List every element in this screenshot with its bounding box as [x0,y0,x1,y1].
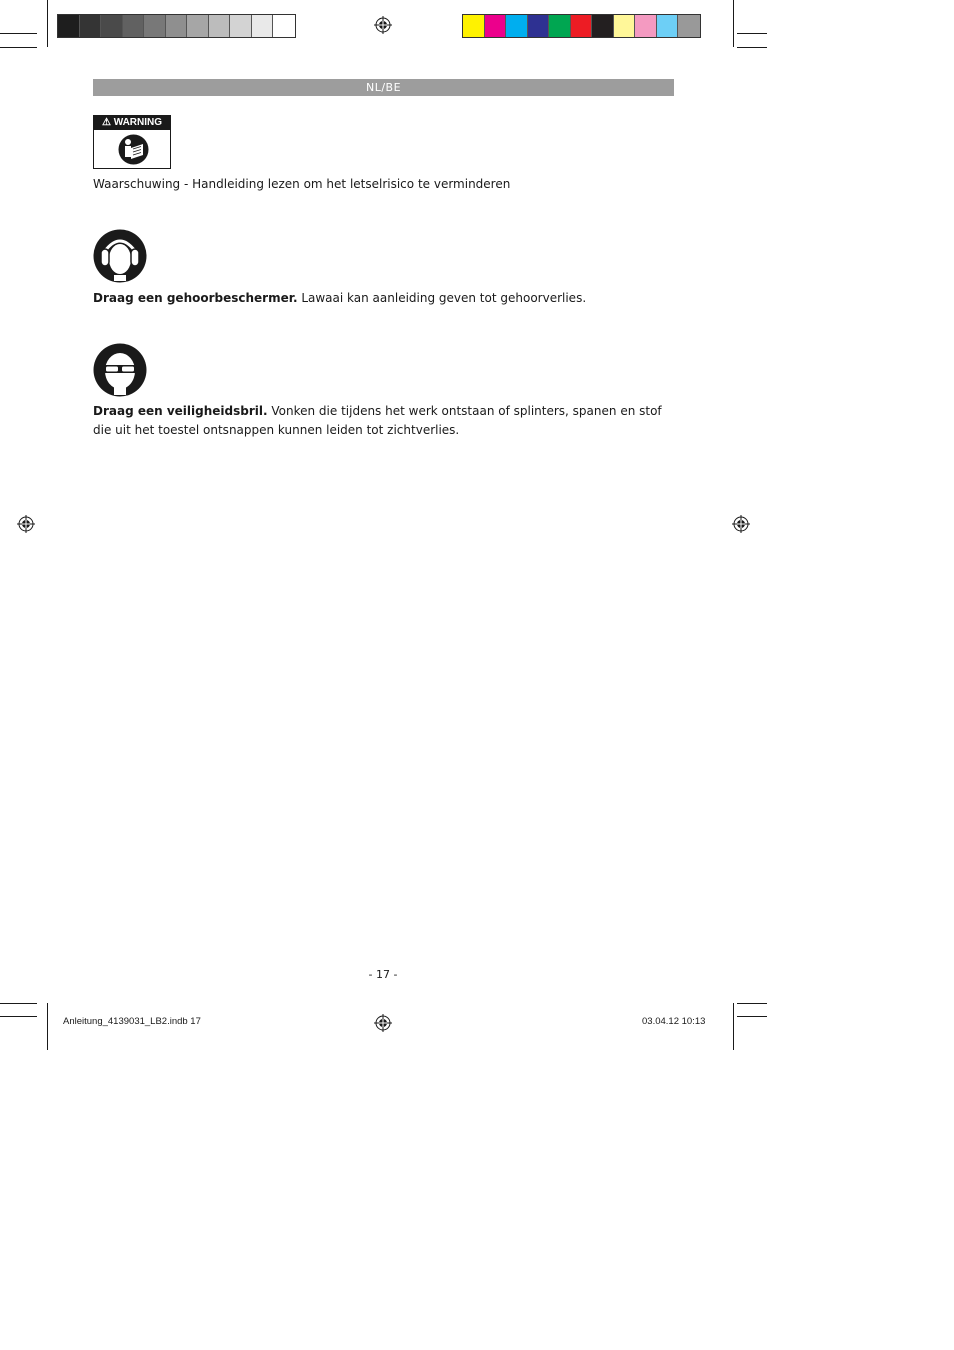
color-swatch [80,15,102,37]
color-swatch [166,15,188,37]
color-swatch [252,15,274,37]
color-swatch [485,15,507,37]
color-swatch [463,15,485,37]
warning-sign [93,115,171,169]
color-swatch [506,15,528,37]
read-manual-icon [118,134,149,165]
crop-mark [0,47,37,48]
paragraph-text: Vonken die tijdens het werk ontstaan of splinters, spanen en stof die uit het toestel ontsnappen kunnen leiden tot zichtverlies. [93,404,662,437]
color-swatch [187,15,209,37]
registration-mark-icon [732,515,750,533]
paragraph-text: Waarschuwing - Handleiding lezen om het letselrisico te verminderen [93,177,511,191]
crop-mark [737,47,767,48]
warning-text [93,175,510,194]
safety-glasses-text [93,402,668,440]
color-swatch [635,15,657,37]
page-number: - 17 - [368,968,398,981]
registration-mark-icon [374,16,392,34]
color-swatch [144,15,166,37]
color-swatch [273,15,295,37]
crop-mark [0,1016,37,1017]
registration-mark-icon [17,515,35,533]
crop-mark [737,33,767,34]
footer-datetime: 03.04.12 10:13 [642,1016,706,1027]
crop-mark [0,1003,37,1004]
color-swatch [678,15,700,37]
crop-mark [733,1003,734,1050]
color-swatch [230,15,252,37]
color-swatch [209,15,231,37]
paragraph-bold: Draag een gehoorbeschermer. [93,291,298,305]
color-swatch [592,15,614,37]
crop-mark [733,0,734,47]
color-swatch [528,15,550,37]
crop-mark [47,0,48,47]
safety-glasses-icon [93,343,147,397]
crop-mark [737,1016,767,1017]
registration-mark-icon [374,1014,392,1032]
warning-triangle-icon: ⚠ [101,117,111,128]
paragraph-text: Lawaai kan aanleiding geven tot gehoorverlies. [297,291,587,305]
language-header: NL/BE [93,79,674,96]
paragraph-bold: Draag een veiligheidsbril. [93,404,268,418]
color-swatch [549,15,571,37]
warning-label: WARNING [113,117,163,128]
ear-protection-text [93,289,586,308]
color-swatch [657,15,679,37]
crop-mark [47,1003,48,1050]
ear-protection-icon [93,229,147,283]
color-swatch [571,15,593,37]
footer-filename: Anleitung_4139031_LB2.indb 17 [63,1016,201,1027]
cmyk-color-bar [462,14,701,38]
color-swatch [123,15,145,37]
color-swatch [101,15,123,37]
color-swatch [58,15,80,37]
warning-sign-header [94,116,170,130]
color-swatch [614,15,636,37]
crop-mark [737,1003,767,1004]
gray-color-bar [57,14,296,38]
crop-mark [0,33,37,34]
